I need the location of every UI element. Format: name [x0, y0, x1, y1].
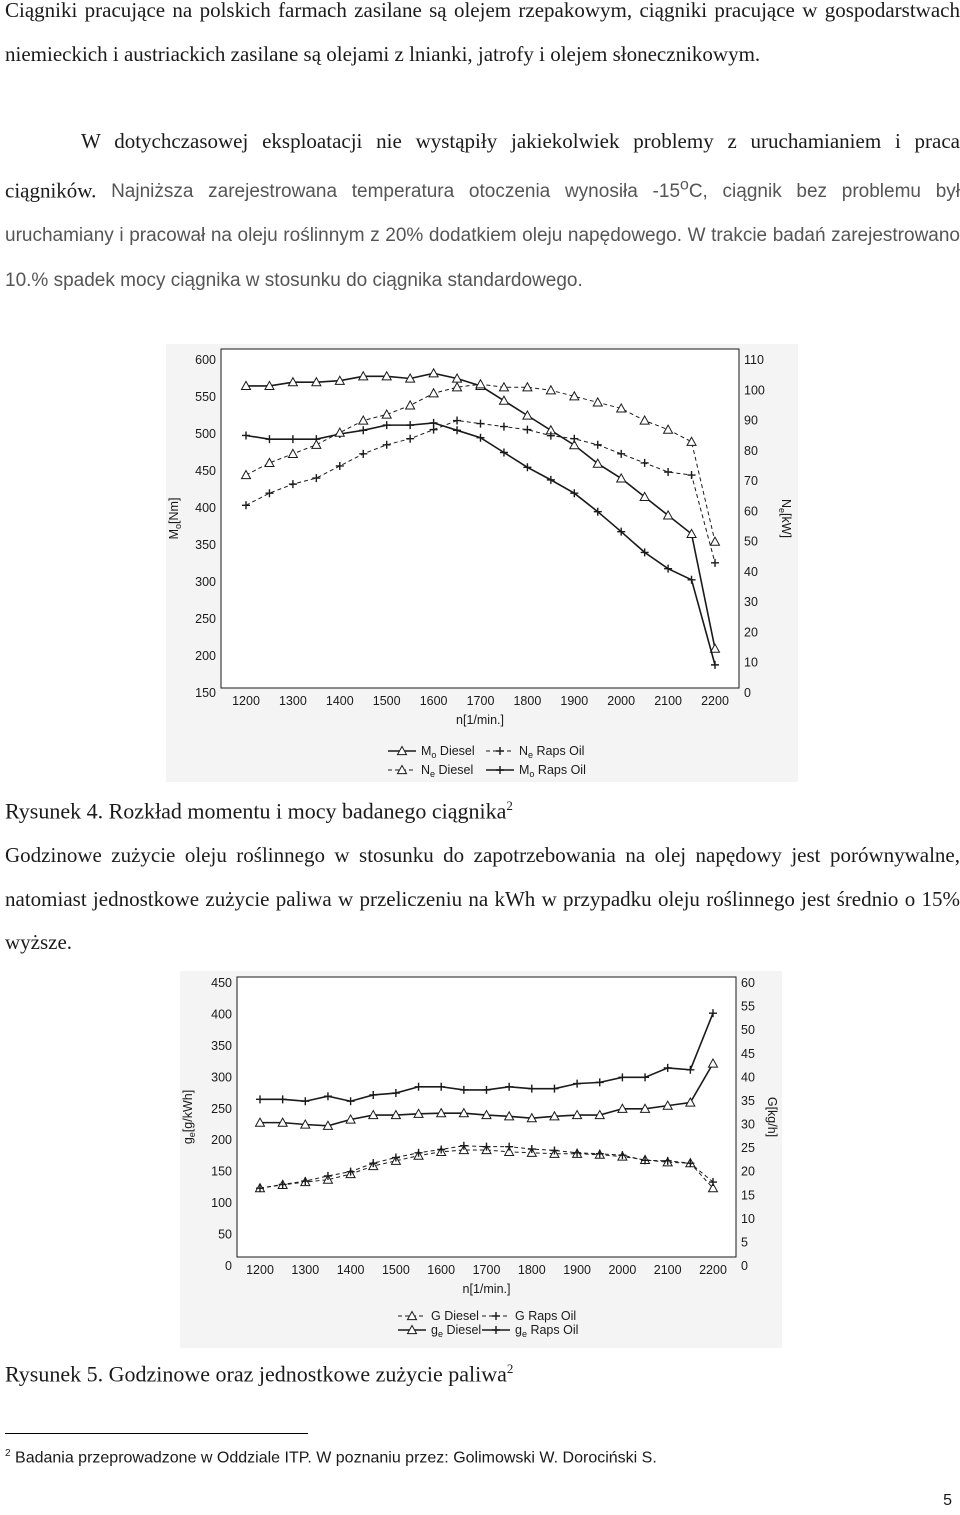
paragraph-consumption: Godzinowe zużycie oleju roślinnego w stosunku do zapotrzebowania na olej napędowy jest porównywalne, natomiast jednostkowe zużycie paliwa w przeliczeniu na kWh w przypadku oleju roślinnego jest średnio o 15% wyższe. — [5, 843, 960, 954]
y-right-tick-label: 50 — [744, 534, 758, 549]
y-left-tick-label: 150 — [211, 1164, 232, 1179]
y-left-tick-label: 300 — [211, 1070, 232, 1085]
y-left-tick-label: 450 — [211, 976, 232, 990]
legend-label: $g_e$ Diesel — [431, 1323, 482, 1339]
torque-power-svg — [166, 344, 798, 782]
plot-area — [221, 349, 739, 688]
x-tick-label: 1800 — [513, 694, 542, 708]
paragraph-operation-sentence-2: Najniższa zarejestrowana temperatura otoczenia wynosiła -15$^o$C, ciągnik bez problemu był uruchamiany i pracował na oleju roślinnym z 20% dodatkiem oleju napędowego. W trakcie badań zarejestrowano 10.% spadek mocy ciągnika w stosunku do ciągnika standardowego. — [5, 176, 960, 291]
y-left-tick-label: 400 — [195, 501, 216, 515]
legend-label: G Raps Oil — [515, 1309, 577, 1323]
y-right-tick-label: 0 — [744, 686, 751, 700]
y-right-tick-label: 55 — [741, 999, 755, 1014]
legend-marker — [492, 1326, 500, 1334]
x-tick-label: 1600 — [419, 694, 448, 708]
y-left-axis-label: $g_e[g/kWh]$ — [181, 1089, 197, 1145]
left-tick-labels — [195, 353, 216, 700]
paragraph-intro: Ciągniki pracujące na polskich farmach zasilane są olejem rzepakowym, ciągniki pracujące w gospodarstwach niemieckich i austriackich zasilane są olejami z lnianki, jatrofy i olejem słonecznikowym. — [5, 0, 960, 66]
figure-4-caption: Rysunek 4. Rozkład momentu i mocy badanego ciągnika$^2$ — [5, 798, 513, 824]
x-tick-label: 1900 — [560, 694, 589, 708]
y-left-tick-label: 250 — [211, 1101, 232, 1116]
page-number: 5 — [943, 1492, 952, 1509]
right-tick-labels — [744, 353, 765, 700]
y-right-axis-label: G[kg/h] — [765, 1096, 779, 1138]
right-tick-labels — [741, 976, 755, 1273]
y-left-tick-label: 200 — [211, 1133, 232, 1148]
x-tick-labels — [246, 1263, 727, 1277]
y-right-tick-label: 25 — [741, 1141, 755, 1156]
y-right-tick-label: 30 — [741, 1117, 755, 1132]
y-left-tick-label: 0 — [225, 1259, 232, 1273]
figure-fuel-consumption-chart — [180, 971, 782, 1348]
y-left-tick-label: 50 — [218, 1227, 232, 1242]
figure-5-caption: Rysunek 5. Godzinowe oraz jednostkowe zużycie paliwa$^2$ — [5, 1361, 514, 1387]
y-right-tick-label: 15 — [741, 1188, 755, 1203]
x-tick-label: 1800 — [517, 1263, 546, 1277]
y-right-tick-label: 30 — [744, 595, 758, 610]
footnote: $^2$ Badania przeprowadzone w Oddziale ITP. W poznaniu przez: Golimowski W. Dorociński S. — [5, 1448, 657, 1467]
y-right-tick-label: 90 — [744, 413, 758, 428]
y-left-tick-label: 600 — [195, 353, 216, 367]
y-right-tick-label: 70 — [744, 474, 758, 489]
x-tick-label: 1900 — [563, 1263, 592, 1277]
x-tick-label: 1500 — [372, 694, 401, 708]
y-left-tick-label: 550 — [195, 390, 216, 404]
x-tick-label: 1300 — [291, 1263, 320, 1277]
figure-torque-power-chart — [166, 344, 798, 782]
x-axis-label: n[1/min.] — [456, 713, 504, 727]
y-left-axis-label: $M_o[Nm]$ — [167, 497, 183, 540]
x-tick-label: 1400 — [325, 694, 354, 708]
y-left-tick-label: 100 — [211, 1196, 232, 1211]
y-right-tick-label: 0 — [741, 1259, 748, 1273]
y-right-tick-label: 10 — [741, 1211, 755, 1226]
y-left-tick-label: 250 — [195, 612, 216, 626]
y-right-tick-label: 60 — [741, 976, 755, 990]
x-tick-label: 1700 — [472, 1263, 501, 1277]
y-right-tick-label: 35 — [741, 1093, 755, 1108]
y-right-tick-label: 10 — [744, 655, 758, 670]
legend-marker — [492, 1312, 500, 1320]
legend-marker — [496, 766, 504, 774]
y-right-tick-label: 40 — [741, 1070, 755, 1085]
y-right-tick-label: 5 — [741, 1235, 748, 1250]
x-tick-label: 1400 — [336, 1263, 365, 1277]
y-right-tick-label: 110 — [744, 353, 764, 367]
y-right-axis-label: $N_e[kW]$ — [777, 498, 793, 539]
y-left-tick-label: 150 — [195, 686, 216, 700]
x-tick-label: 2200 — [699, 1263, 727, 1277]
x-tick-label: 2000 — [608, 1263, 637, 1277]
y-right-tick-label: 20 — [744, 625, 758, 640]
footnote-separator — [5, 1433, 308, 1434]
x-tick-label: 1200 — [232, 694, 260, 708]
x-axis-label: n[1/min.] — [462, 1282, 511, 1296]
x-tick-labels — [232, 694, 729, 708]
x-tick-label: 1500 — [381, 1263, 410, 1277]
x-tick-label: 1300 — [278, 694, 307, 708]
legend — [388, 744, 586, 779]
legend-marker — [496, 747, 504, 755]
paragraph-operation-sentence-1: W dotychczasowej eksploatacji nie wystąpiły jakiekolwiek problemy z uruchamianiem i praca ciągników. — [5, 129, 960, 202]
y-right-tick-label: 80 — [744, 443, 758, 458]
legend-label: $N_e$ Diesel — [421, 763, 474, 779]
legend-label: $g_e$ Raps Oil — [515, 1323, 579, 1339]
y-right-tick-label: 40 — [744, 564, 758, 579]
y-left-tick-label: 400 — [211, 1007, 232, 1022]
y-left-tick-label: 300 — [195, 575, 216, 589]
left-tick-labels — [211, 976, 232, 1273]
y-left-tick-label: 200 — [195, 649, 216, 663]
legend-label: $M_o$ Raps Oil — [519, 763, 586, 779]
y-left-tick-label: 450 — [195, 464, 216, 478]
y-left-tick-label: 350 — [211, 1038, 232, 1053]
y-right-tick-label: 20 — [741, 1164, 755, 1179]
x-tick-label: 2100 — [653, 1263, 682, 1277]
y-left-tick-label: 350 — [195, 538, 216, 552]
legend-label: $N_e$ Raps Oil — [519, 744, 585, 760]
x-tick-label: 2200 — [701, 694, 729, 708]
legend — [398, 1309, 578, 1339]
y-right-tick-label: 50 — [741, 1023, 755, 1038]
legend-label: $M_o$ Diesel — [421, 744, 475, 760]
y-right-tick-label: 100 — [744, 383, 765, 398]
x-tick-label: 1600 — [427, 1263, 456, 1277]
fuel-consumption-svg — [180, 971, 782, 1348]
y-left-tick-label: 500 — [195, 427, 216, 441]
x-tick-label: 1200 — [246, 1263, 274, 1277]
x-tick-label: 1700 — [466, 694, 495, 708]
y-right-tick-label: 60 — [744, 504, 758, 519]
paragraph-operation — [5, 120, 960, 302]
x-tick-label: 2000 — [607, 694, 636, 708]
legend-label: G Diesel — [431, 1309, 479, 1323]
y-right-tick-label: 45 — [741, 1046, 755, 1061]
x-tick-label: 2100 — [654, 694, 683, 708]
